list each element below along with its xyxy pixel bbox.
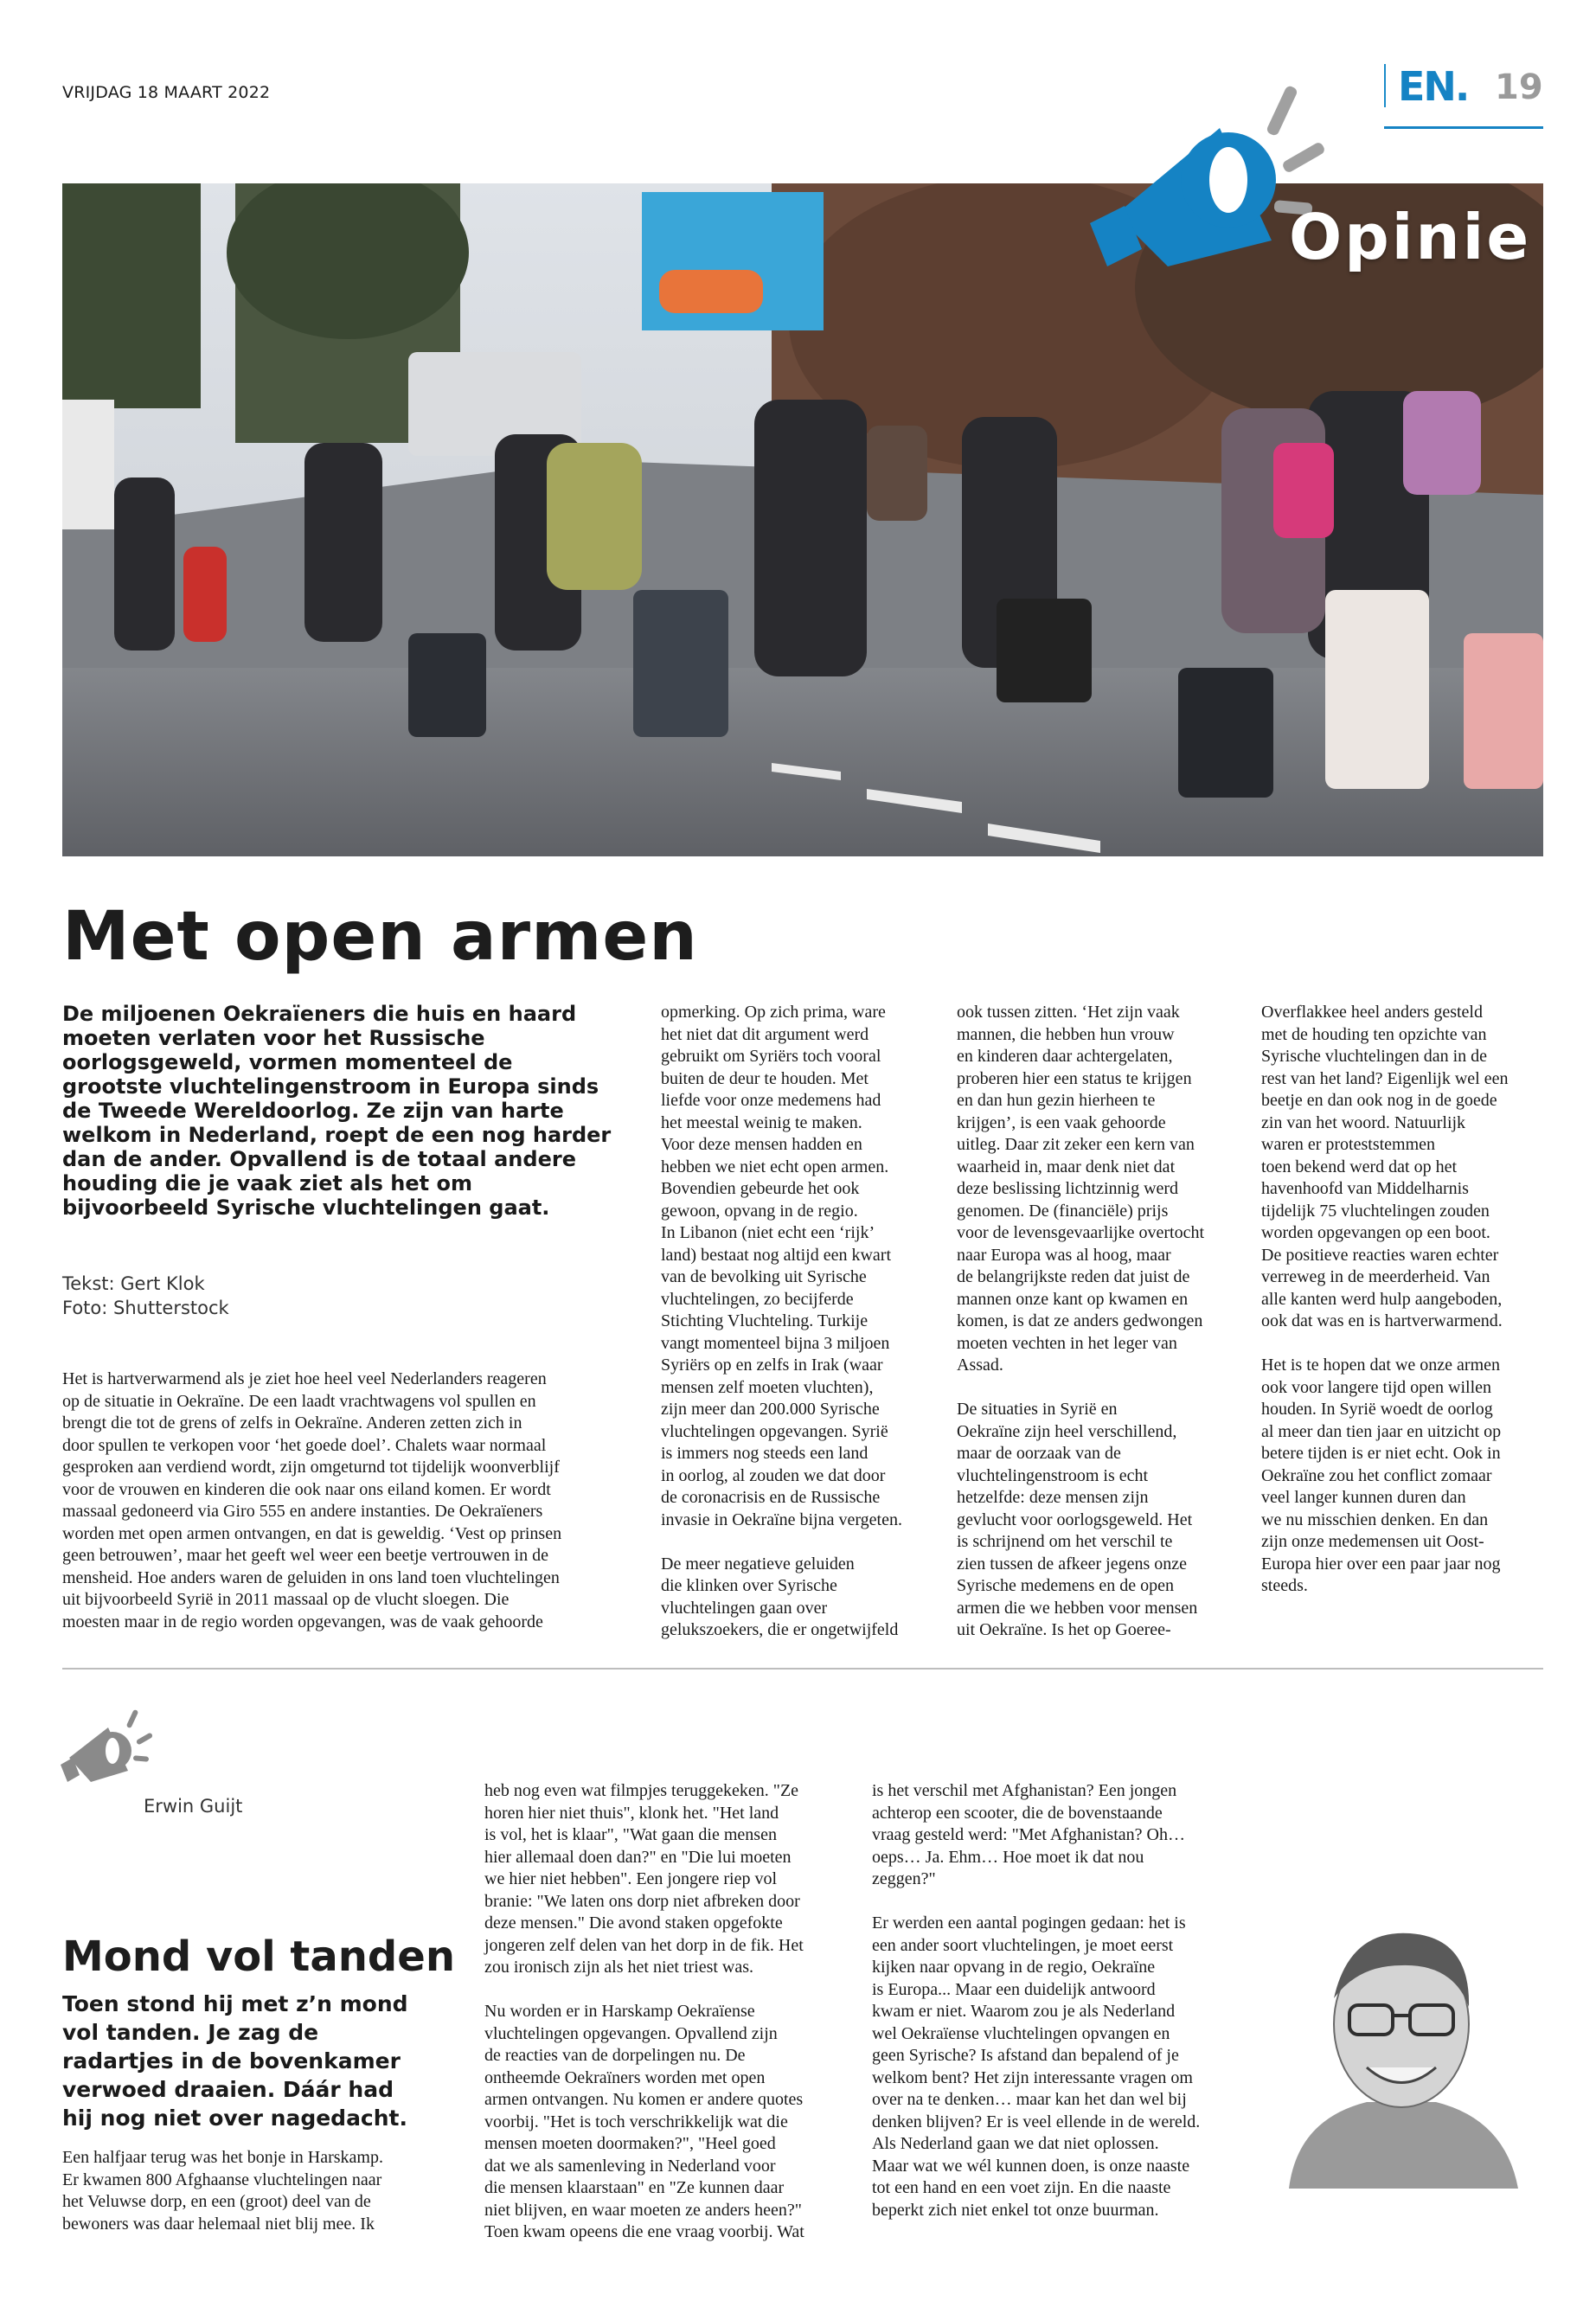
column-author: Erwin Guijt bbox=[144, 1796, 243, 1817]
article-column-1: Het is hartverwarmend als je ziet hoe heel veel Nederlanders reageren op de situatie in Oekraïne. De een laadt vrachtwagens vol spullen en brengt die tot de grens of zelfs in Oekraïne. Anderen zetten zich in door spullen te verkopen voor ‘het goede doel’. Chalets waar normaal gesproken aan verdiend wordt, zijn omgeturnd tot tijdelijk woonverblijf voor de vrouwen en kinderen die ook naar ons eiland komen. Er wordt massaal gedoneerd via Giro 555 en andere instanties. De Oekraïeners worden met open armen ontvangen, en dat is geweldig. ‘Vest op prinsen geen betrouwen’, maar het geeft wel weer een beetje vertrouwen in de mensheid. Hoe anders waren de geluiden in ons land toen vluchtelingen uit bijvoorbeeld Syrië in 2011 massaal op de vlucht sloegen. Die moesten maar in de regio worden opgevangen, was de vaak gehoorde bbox=[62, 1369, 562, 1631]
credit-photo: Foto: Shutterstock bbox=[62, 1298, 229, 1318]
issue-date: VRIJDAG 18 MAART 2022 bbox=[62, 83, 271, 102]
column-text-2: heb nog even wat filmpjes teruggekeken. "Ze horen hier niet thuis", klonk het. "Het land is vol, het is klaar", "Wat gaan die mensen hier allemaal doen dan?" en "Die lui moeten we hier niet hebben". Een jongere riep vol branie: "We laten ons dorp niet afbreken door deze mensen." Die avond staken opgefokte jongeren zelf delen van het dorp in de fik. Het zou ironisch zijn als het niet triest was. Nu worden er in Harskamp Oekraïense vluchtelingen opgevangen. Opvallend zijn de reacties van de dorpelingen nu. De ontheemde Oekraïners worden met open armen ontvangen. Nu komen er andere quotes voorbij. "Het is toch verschrikkelijk wat die mensen moeten doormaken?", "Heel goed dat we als samenleving in Nederland voor die mensen klaarstaan" en "Ze kunnen daar niet blijven, en waar moeten ze anders heen?" Toen kwam opeens die ene vraag voorbij. Wat bbox=[484, 1781, 804, 2241]
credit-text: Tekst: Gert Klok bbox=[62, 1273, 205, 1294]
article-credits bbox=[62, 1272, 229, 1320]
author-portrait bbox=[1272, 1903, 1531, 2189]
column-lead: Toen stond hij met z’n mond vol tanden. Je zag de radartjes in de bovenkamer verwoed draaien. Dáár had hij nog niet over nagedacht. bbox=[62, 1991, 408, 2131]
article-lead: De miljoenen Oekraïeners die huis en haard moeten verlaten voor het Russische oorlogsgeweld, vormen momenteel de grootste vluchtelingenstroom in Europa sinds de Tweede Wereldoorlog. Ze zijn van harte welkom in Nederland, roept de een nog harder dan de ander. Opvallend is de totaal andere houding die je vaak ziet als het om bijvoorbeeld Syrische vluchtelingen gaat. bbox=[62, 1002, 612, 1220]
logo-text: EN. bbox=[1398, 63, 1469, 110]
column-title: Mond vol tanden bbox=[62, 1932, 456, 1981]
article-column-4: Overflakkee heel anders gesteld met de houding ten opzichte van Syrische vluchtelingen dan in de rest van het land? Eigenlijk wel een beetje en dan ook nog in de goede zin van het woord. Natuurlijk waren er proteststemmen toen bekend werd dat op het havenhoofd van Middelharnis tijdelijk 75 vluchtelingen zouden worden opgevangen op een boot. De positieve reacties waren echter verreweg in de meerderheid. Van alle kanten werd hulp aangeboden, ook dat was en is hartverwarmend. Het is te hopen dat we onze armen ook voor langere tijd open willen houden. In Syrië woedt de oorlog al meer dan tien jaar en uitzicht op betere tijden is er niet echt. Ook in Oekraïne zou het conflict zomaar veel langer kunnen duren dan we nu misschien denken. En dan zijn onze medemensen uit Oost- Europa hier over een paar jaar nog steeds. bbox=[1261, 1003, 1509, 1595]
article-title: Met open armen bbox=[62, 898, 698, 976]
section-title: Opinie bbox=[1289, 201, 1532, 273]
column-text-3: is het verschil met Afghanistan? Een jongen achterop een scooter, die de bovenstaande vraag gesteld werd: "Met Afghanistan? Oh… oeps… Ja. Ehm… Hoe moet ik dat nou zeggen?" Er werden een aantal pogingen gedaan: het is een ander soort vluchtelingen, je moet eerst kijken naar opvang in de regio, Oekraïne is Europa... Maar een duidelijk antwoord kwam er niet. Waarom zou je als Nederland wel Oekraïense vluchtelingen opvangen en geen Syrische? Is afstand dan bepalend of je welkom bent? Het zijn interessante vragen om over na te denken… maar kan het dan wel bij denken blijven? Er is veel ellende in de wereld. Als Nederland gaan we dat niet oplossen. Maar wat we wél kunnen doen, is onze naaste tot een hand en een voet zijn. En die naaste beperkt zich niet enkel tot onze buurman. bbox=[872, 1781, 1201, 2220]
newspaper-logo bbox=[1384, 63, 1493, 110]
megaphone-small-icon bbox=[61, 1706, 163, 1792]
column-text-1: Een halfjaar terug was het bonje in Harskamp. Er kwamen 800 Afghaanse vluchtelingen naar het Veluwse dorp, en een (groot) deel van de bewoners was daar helemaal niet blij mee. Ik bbox=[62, 2148, 383, 2234]
header-rule bbox=[1384, 126, 1543, 129]
article-column-3: ook tussen zitten. ‘Het zijn vaak mannen, die hebben hun vrouw en kinderen daar achtergelaten, proberen hier een status te krijgen en dan hun gezin hierheen te krijgen’, is een vaak gehoorde uitleg. Daar zit zeker een kern van waarheid in, maar denk niet dat deze beslissing lichtzinnig werd genomen. De (financiële) prijs voor de levensgevaarlijke overtocht naar Europa was al hoog, maar de belangrijkste reden dat juist de mannen onze kant op kwamen en komen, is dat ze anders gedwongen moeten vechten in het leger van Assad. De situaties in Syrië en Oekraïne zijn heel verschillend, maar de oorzaak van de vluchtelingenstroom is echt hetzelfde: deze mensen zijn gevlucht voor oorlogsgeweld. Het is schrijnend om het verschil te zien tussen de afkeer jegens onze Syrische medemens en de open armen die we hebben voor mensen uit Oekraïne. Is het op Goeree- bbox=[957, 1003, 1204, 1639]
section-divider bbox=[62, 1668, 1543, 1670]
article-column-2: opmerking. Op zich prima, ware het niet dat dit argument werd gebruikt om Syriërs toch vooral buiten de deur te houden. Met liefde voor onze medemens had het meestal weinig te maken. Voor deze mensen hadden en hebben we niet echt open armen. Bovendien gebeurde het ook gewoon, opvang in de regio. In Libanon (niet echt een ‘rijk’ land) bestaat nog altijd een kwart van de bevolking uit Syrische vluchtelingen, zo becijferde Stichting Vluchteling. Turkije vangt momenteel bijna 3 miljoen Syriërs op en zelfs in Irak (waar mensen zelf moeten vluchten), zijn meer dan 200.000 Syrische vluchtelingen opgevangen. Syrië is immers nog steeds een land in oorlog, al zouden we dat door de coronacrisis en de Russische invasie in Oekraïne bijna vergeten. De meer negatieve geluiden die klinken over Syrische vluchtelingen gaan over gelukszoekers, die er ongetwijfeld bbox=[661, 1003, 902, 1639]
page-number: 19 bbox=[1495, 67, 1543, 107]
refugees-photo bbox=[62, 183, 1543, 856]
